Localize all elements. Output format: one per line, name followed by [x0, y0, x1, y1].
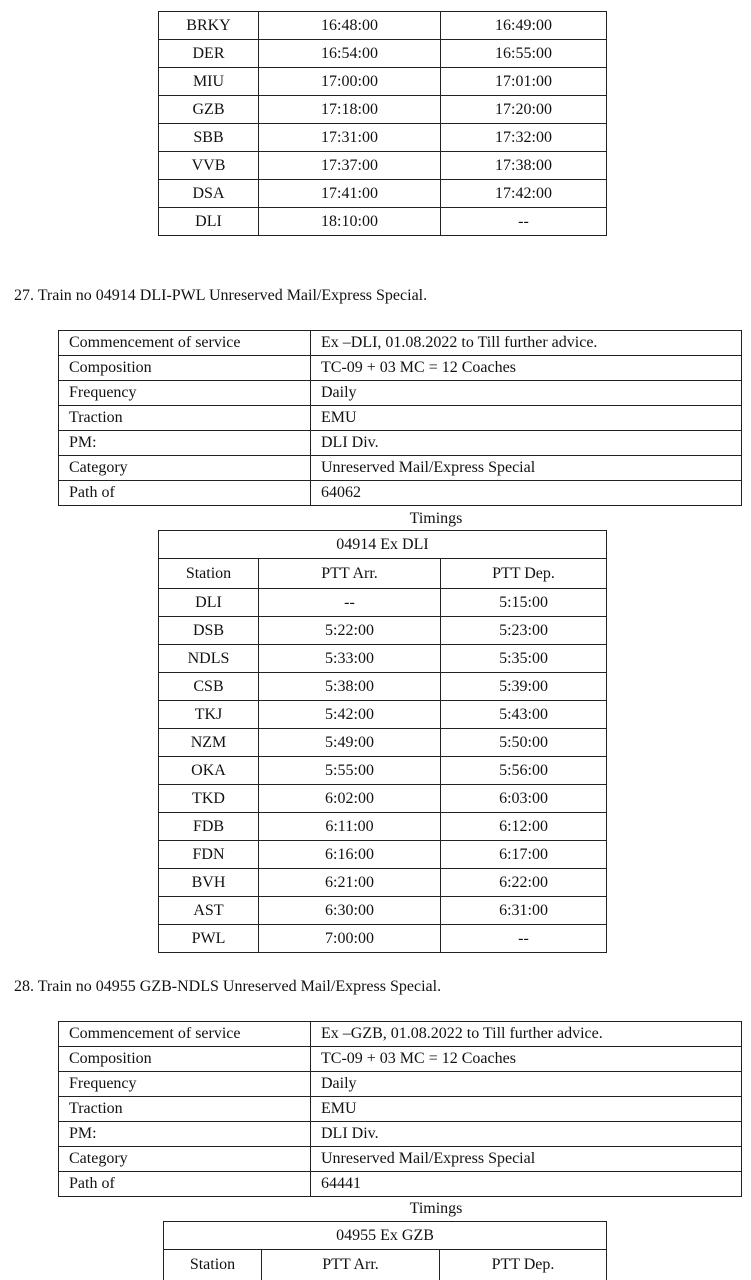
- cell-arrival: --: [259, 589, 441, 617]
- table-row: [159, 869, 607, 897]
- cell-station: NZM: [159, 729, 259, 757]
- info-value: Unreserved Mail/Express Special: [311, 1147, 742, 1172]
- cell-arrival: 6:02:00: [259, 785, 441, 813]
- header-station: Station: [164, 1250, 262, 1280]
- table-row: [159, 617, 607, 645]
- section28-timing-body: [164, 1222, 607, 1280]
- info-row: [59, 1172, 742, 1197]
- info-row: [59, 331, 742, 356]
- info-value: Ex –GZB, 01.08.2022 to Till further advice.: [311, 1022, 742, 1047]
- cell-departure: 17:20:00: [441, 96, 607, 124]
- cell-station: SBB: [159, 124, 259, 152]
- cell-station: PWL: [159, 925, 259, 953]
- header-departure: PTT Dep.: [441, 559, 607, 589]
- cell-departure: 17:38:00: [441, 152, 607, 180]
- cell-station: AST: [159, 897, 259, 925]
- table-title: 04914 Ex DLI: [159, 531, 607, 559]
- table-header-row: [164, 1250, 607, 1280]
- info-row: [59, 1047, 742, 1072]
- cell-departure: 16:55:00: [441, 40, 607, 68]
- table-row: [159, 124, 607, 152]
- cell-arrival: 16:48:00: [259, 12, 441, 40]
- table-row: [159, 68, 607, 96]
- info-label: Traction: [59, 406, 311, 431]
- info-label: Category: [59, 456, 311, 481]
- cell-station: DSA: [159, 180, 259, 208]
- header-station: Station: [159, 559, 259, 589]
- cell-arrival: 6:16:00: [259, 841, 441, 869]
- cell-arrival: 6:21:00: [259, 869, 441, 897]
- info-label: PM:: [59, 1122, 311, 1147]
- section27-info-body: [59, 331, 742, 506]
- cell-station: CSB: [159, 673, 259, 701]
- table-row: [159, 841, 607, 869]
- cell-arrival: 17:31:00: [259, 124, 441, 152]
- table-row: [159, 897, 607, 925]
- table-header-row: [159, 559, 607, 589]
- section27-timing-table: [158, 530, 607, 953]
- cell-departure: 17:01:00: [441, 68, 607, 96]
- table-row: [159, 729, 607, 757]
- table-row: [159, 589, 607, 617]
- cell-departure: 5:50:00: [441, 729, 607, 757]
- cell-departure: 5:23:00: [441, 617, 607, 645]
- info-value: DLI Div.: [311, 1122, 742, 1147]
- cell-station: GZB: [159, 96, 259, 124]
- info-label: Category: [59, 1147, 311, 1172]
- info-label: Composition: [59, 1047, 311, 1072]
- table-row: [159, 152, 607, 180]
- cell-arrival: 5:49:00: [259, 729, 441, 757]
- cell-arrival: 17:18:00: [259, 96, 441, 124]
- info-label: Composition: [59, 356, 311, 381]
- cell-arrival: 5:42:00: [259, 701, 441, 729]
- header-arrival: PTT Arr.: [259, 559, 441, 589]
- info-row: [59, 1022, 742, 1047]
- section27-heading: 27. Train no 04914 DLI-PWL Unreserved Mail/Express Special.: [14, 287, 428, 304]
- table-row: [159, 180, 607, 208]
- info-label: Path of: [59, 481, 311, 506]
- cell-arrival: 5:33:00: [259, 645, 441, 673]
- cell-arrival: 5:38:00: [259, 673, 441, 701]
- info-value: Daily: [311, 381, 742, 406]
- info-value: Ex –DLI, 01.08.2022 to Till further advice.: [311, 331, 742, 356]
- table-row: [159, 757, 607, 785]
- info-value: 64441: [311, 1172, 742, 1197]
- table-row: [159, 813, 607, 841]
- cell-departure: 5:39:00: [441, 673, 607, 701]
- cell-station: OKA: [159, 757, 259, 785]
- cell-departure: 5:15:00: [441, 589, 607, 617]
- cell-station: VVB: [159, 152, 259, 180]
- table-row: [159, 673, 607, 701]
- cell-arrival: 6:11:00: [259, 813, 441, 841]
- info-row: [59, 381, 742, 406]
- cell-station: NDLS: [159, 645, 259, 673]
- cell-departure: --: [441, 925, 607, 953]
- info-row: [59, 1147, 742, 1172]
- info-label: Frequency: [59, 1072, 311, 1097]
- cell-departure: 5:43:00: [441, 701, 607, 729]
- cell-departure: 6:31:00: [441, 897, 607, 925]
- cell-arrival: 5:55:00: [259, 757, 441, 785]
- info-row: [59, 406, 742, 431]
- info-label: Traction: [59, 1097, 311, 1122]
- section28-timings-label: Timings: [409, 1200, 463, 1217]
- table-row: [159, 40, 607, 68]
- cell-station: TKD: [159, 785, 259, 813]
- header-arrival: PTT Arr.: [262, 1250, 440, 1280]
- info-label: Commencement of service: [59, 1022, 311, 1047]
- cell-departure: 5:56:00: [441, 757, 607, 785]
- cell-arrival: 7:00:00: [259, 925, 441, 953]
- cell-station: DSB: [159, 617, 259, 645]
- cell-arrival: 16:54:00: [259, 40, 441, 68]
- table-row: [159, 12, 607, 40]
- info-value: DLI Div.: [311, 431, 742, 456]
- section28-heading: 28. Train no 04955 GZB-NDLS Unreserved Mail/Express Special.: [14, 978, 442, 995]
- cell-departure: 6:17:00: [441, 841, 607, 869]
- cell-departure: 5:35:00: [441, 645, 607, 673]
- table-row: [159, 925, 607, 953]
- table-row: [159, 701, 607, 729]
- info-label: Commencement of service: [59, 331, 311, 356]
- info-value: Unreserved Mail/Express Special: [311, 456, 742, 481]
- cell-station: DLI: [159, 589, 259, 617]
- cell-departure: 17:42:00: [441, 180, 607, 208]
- info-row: [59, 481, 742, 506]
- table-title-row: [164, 1222, 607, 1250]
- cell-departure: --: [441, 208, 607, 236]
- info-label: Path of: [59, 1172, 311, 1197]
- cell-station: DER: [159, 40, 259, 68]
- info-value: EMU: [311, 406, 742, 431]
- top-timing-body: [159, 12, 607, 236]
- section27-timing-body: [159, 531, 607, 953]
- cell-arrival: 6:30:00: [259, 897, 441, 925]
- table-row: [159, 96, 607, 124]
- info-value: TC-09 + 03 MC = 12 Coaches: [311, 356, 742, 381]
- info-value: TC-09 + 03 MC = 12 Coaches: [311, 1047, 742, 1072]
- cell-station: FDB: [159, 813, 259, 841]
- cell-station: DLI: [159, 208, 259, 236]
- info-row: [59, 456, 742, 481]
- header-departure: PTT Dep.: [440, 1250, 607, 1280]
- info-row: [59, 1122, 742, 1147]
- section27-info-table: [58, 330, 742, 506]
- cell-arrival: 5:22:00: [259, 617, 441, 645]
- cell-station: MIU: [159, 68, 259, 96]
- table-row: [159, 785, 607, 813]
- info-value: EMU: [311, 1097, 742, 1122]
- cell-departure: 16:49:00: [441, 12, 607, 40]
- cell-arrival: 17:41:00: [259, 180, 441, 208]
- section28-info-table: [58, 1021, 742, 1197]
- cell-arrival: 18:10:00: [259, 208, 441, 236]
- cell-station: FDN: [159, 841, 259, 869]
- info-value: 64062: [311, 481, 742, 506]
- cell-arrival: 17:37:00: [259, 152, 441, 180]
- table-row: [159, 208, 607, 236]
- table-title: 04955 Ex GZB: [164, 1222, 607, 1250]
- info-row: [59, 356, 742, 381]
- section27-timings-label: Timings: [409, 510, 463, 527]
- section28-info-body: [59, 1022, 742, 1197]
- cell-departure: 6:12:00: [441, 813, 607, 841]
- info-label: Frequency: [59, 381, 311, 406]
- cell-departure: 6:03:00: [441, 785, 607, 813]
- info-label: PM:: [59, 431, 311, 456]
- cell-arrival: 17:00:00: [259, 68, 441, 96]
- table-row: [159, 645, 607, 673]
- cell-departure: 17:32:00: [441, 124, 607, 152]
- section28-timing-table: [163, 1221, 607, 1280]
- cell-station: BVH: [159, 869, 259, 897]
- top-timing-table: [158, 11, 607, 236]
- info-value: Daily: [311, 1072, 742, 1097]
- cell-station: TKJ: [159, 701, 259, 729]
- table-title-row: [159, 531, 607, 559]
- info-row: [59, 1072, 742, 1097]
- cell-departure: 6:22:00: [441, 869, 607, 897]
- info-row: [59, 1097, 742, 1122]
- info-row: [59, 431, 742, 456]
- cell-station: BRKY: [159, 12, 259, 40]
